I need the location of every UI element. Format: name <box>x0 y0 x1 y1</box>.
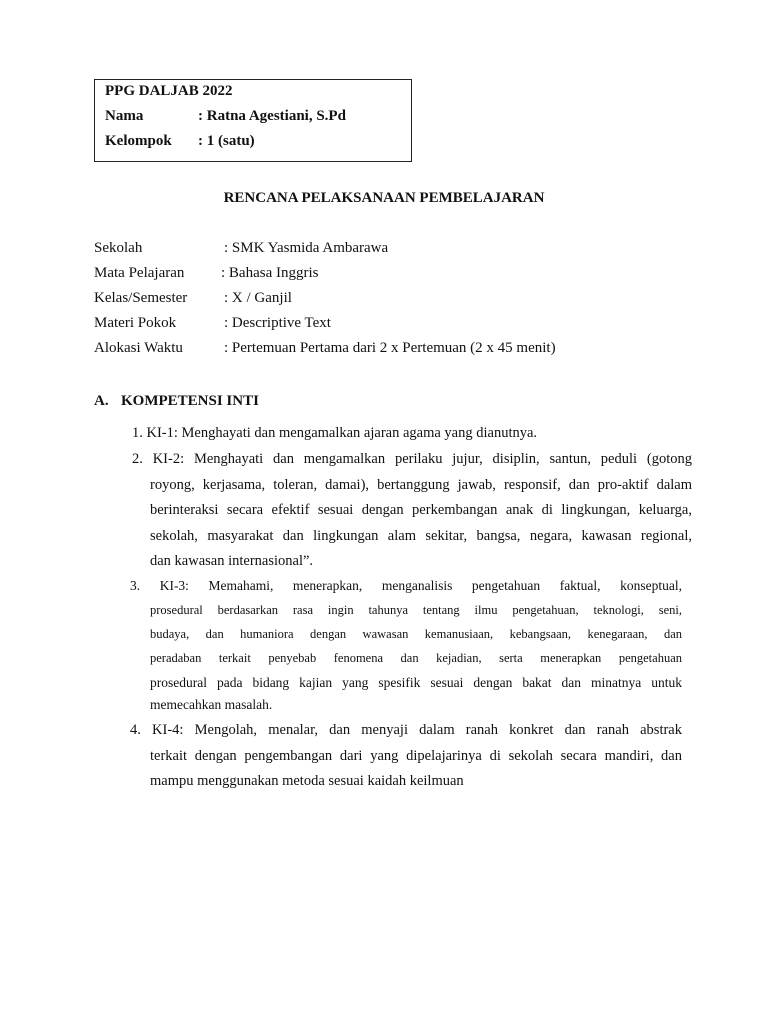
info-label: Materi Pokok <box>94 315 177 331</box>
info-label: Sekolah <box>94 240 143 256</box>
ki3-line: peradaban terkait penyebab fenomena dan kejadian, serta menerapkan pengetahuan <box>150 651 682 665</box>
ki3-line: memecahkan masalah. <box>150 697 273 712</box>
ki3-line: budaya, dan humaniora dengan wawasan kemanusiaan, kebangsaan, kenegaraan, dan <box>150 627 682 641</box>
info-value: : Pertemuan Pertama dari 2 x Pertemuan (2 x 45 menit) <box>224 340 556 356</box>
ki3-line: prosedural pada bidang kajian yang spesifik sesuai dengan bakat dan minatnya untuk <box>150 675 682 690</box>
ki2-line: royong, kerjasama, toleran, damai), bertanggung jawab, responsif, dan pro-aktif dalam <box>150 477 692 493</box>
name-value: : Ratna Agestiani, S.Pd <box>198 108 346 124</box>
ki4-line: 4. KI-4: Mengolah, menalar, dan menyaji dalam ranah konkret dan ranah abstrak <box>130 722 682 738</box>
name-label: Nama <box>105 108 144 124</box>
section-title: KOMPETENSI INTI <box>121 393 259 409</box>
info-label: Alokasi Waktu <box>94 340 183 356</box>
document-title-text: RENCANA PELAKSANAAN PEMBELAJARAN <box>223 190 545 206</box>
ki4-line: mampu menggunakan metoda sesuai kaidah keilmuan <box>150 773 464 789</box>
info-value: : Descriptive Text <box>224 315 331 331</box>
ki4-line: terkait dengan pengembangan dari yang dipelajarinya di sekolah secara mandiri, dan <box>150 748 682 764</box>
ki2-line: sekolah, masyarakat dan lingkungan alam sekitar, bangsa, negara, kawasan regional, <box>150 528 692 544</box>
group-value: : 1 (satu) <box>198 133 255 149</box>
ki2-line: dan kawasan internasional”. <box>150 553 314 569</box>
program-label: PPG DALJAB 2022 <box>105 83 233 99</box>
ki3-line: 3. KI-3: Memahami, menerapkan, menganalisis pengetahuan faktual, konseptual, <box>130 578 682 593</box>
info-value: : X / Ganjil <box>224 290 292 306</box>
info-label: Mata Pelajaran <box>94 265 185 281</box>
section-letter: A. <box>94 393 109 409</box>
group-label: Kelompok <box>105 133 172 149</box>
info-value: : SMK Yasmida Ambarawa <box>224 240 389 256</box>
identity-box <box>94 79 412 162</box>
ki2-line: 2. KI-2: Menghayati dan mengamalkan perilaku jujur, disiplin, santun, peduli (gotong <box>132 451 692 467</box>
info-label: Kelas/Semester <box>94 290 188 306</box>
document-title <box>0 190 768 207</box>
ki1-line: 1. KI-1: Menghayati dan mengamalkan ajaran agama yang dianutnya. <box>132 425 538 441</box>
ki3-line: prosedural berdasarkan rasa ingin tahunya tentang ilmu pengetahuan, teknologi, seni, <box>150 603 682 617</box>
info-value: : Bahasa Inggris <box>221 265 319 281</box>
ki2-line: berinteraksi secara efektif sesuai dengan perkembangan anak di lingkungan, keluarga, <box>150 502 692 518</box>
